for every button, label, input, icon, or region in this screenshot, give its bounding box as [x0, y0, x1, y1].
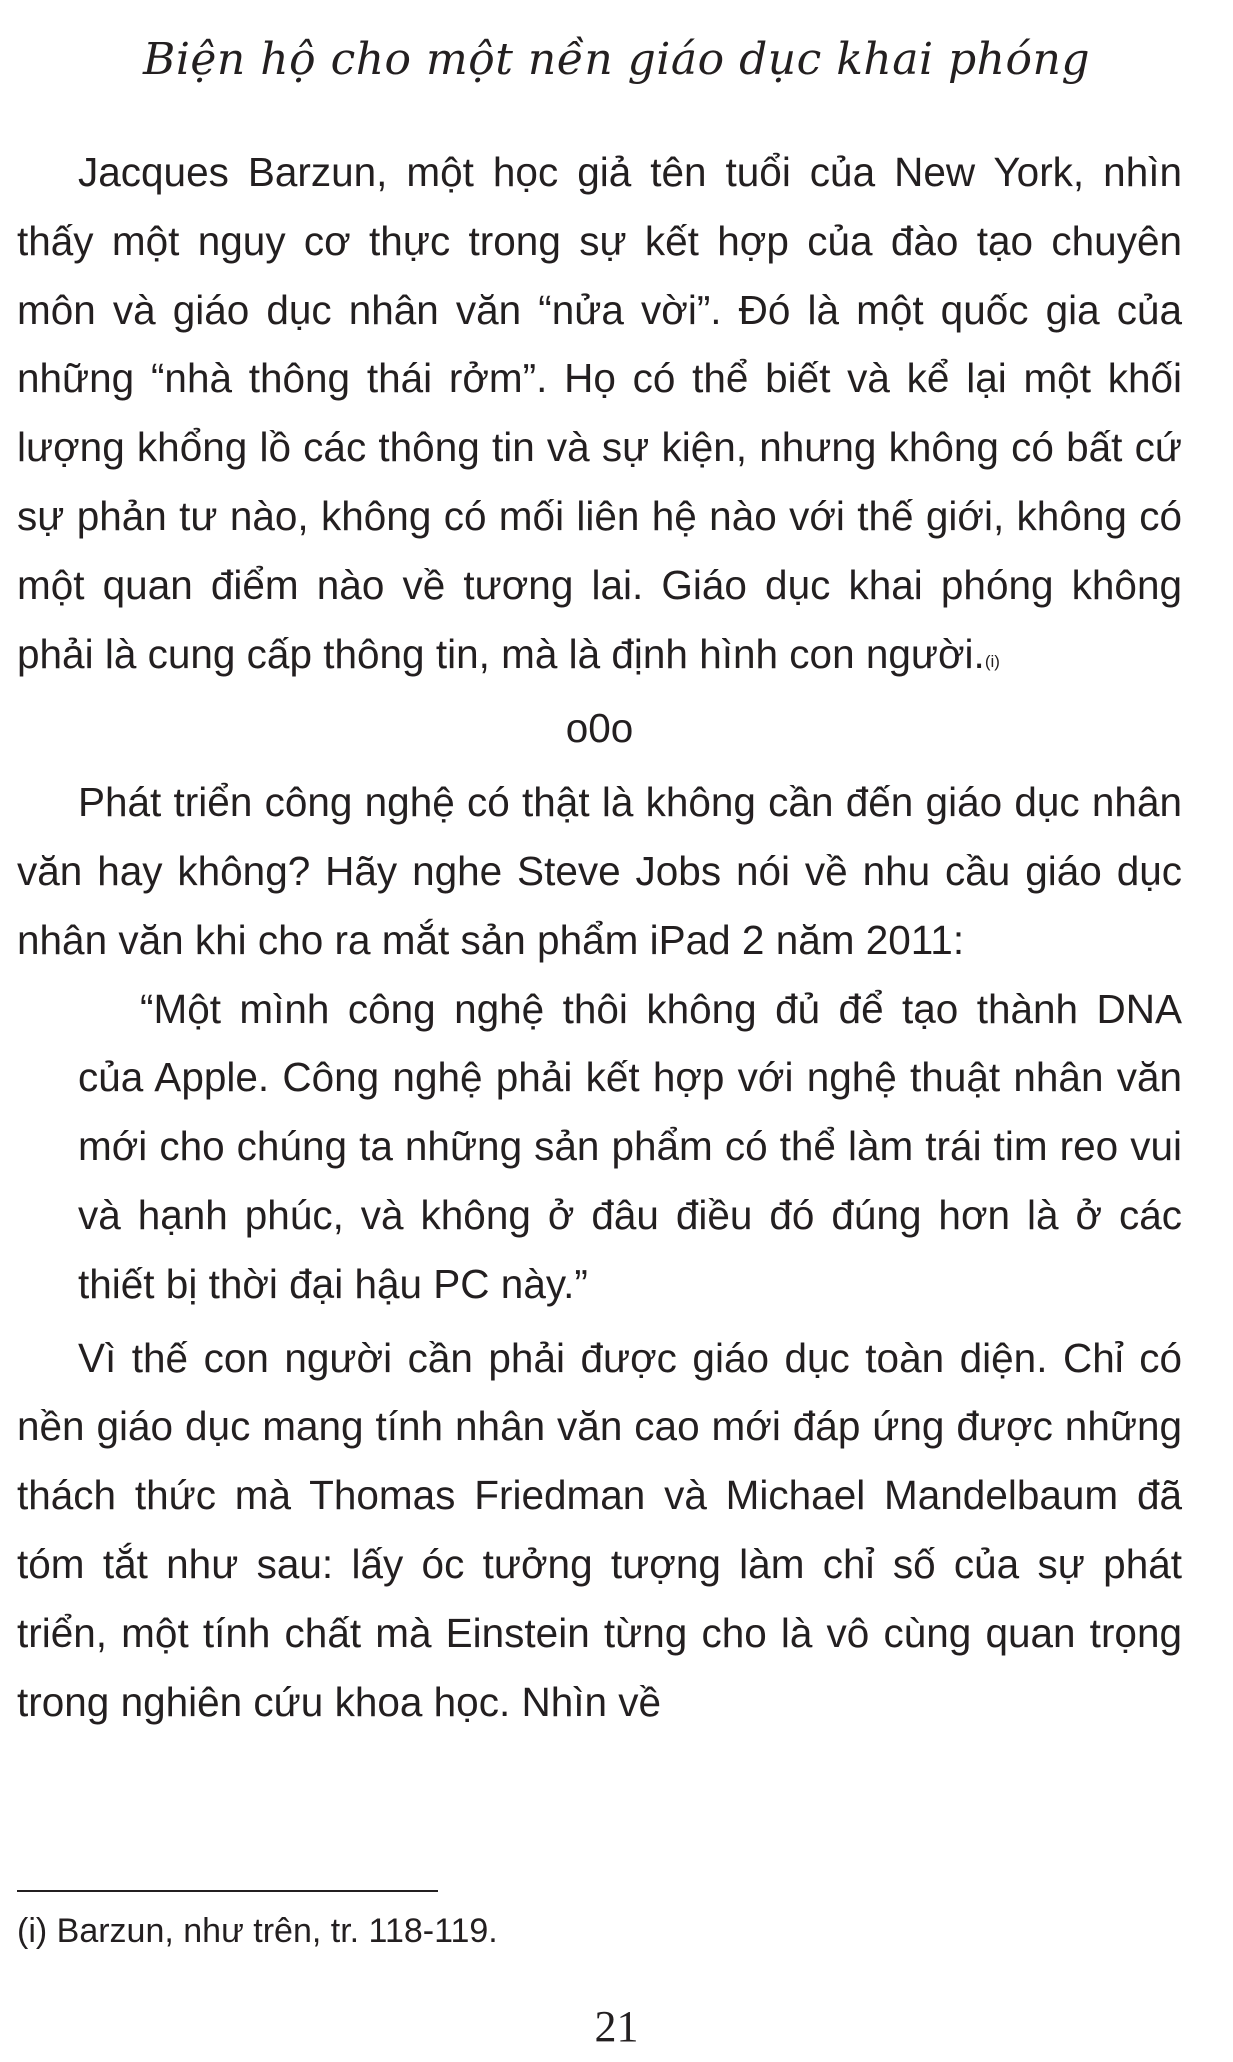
paragraph-steve-jobs: Phát triển công nghệ có thật là không cần đến giáo dục nhân văn hay không? Hãy nghe Steve Jobs nói về nhu cầu giáo dục nhân văn khi cho ra mắt sản phẩm iPad 2 năm 2011:: [17, 779, 1182, 963]
paragraph-holistic-education: Vì thế con người cần phải được giáo dục toàn diện. Chỉ có nền giáo dục mang tính nhân văn cao mới đáp ứng được những thách thức mà Thomas Friedman và Michael Mandelbaum đã tóm tắt như sau: lấy óc tưởng tượng làm chỉ số của sự phát triển, một tính chất mà Einstein từng cho là vô cùng quan trọng trong nghiên cứu khoa học. Nhìn về: [17, 1334, 1182, 1725]
section-separator: o0o: [565, 705, 634, 752]
footnote-divider: [17, 1890, 438, 1892]
paragraph-barzun-text: Jacques Barzun, một học giả tên tuổi của New York, nhìn thấy một nguy cơ thực trong sự kết hợp của đào tạo chuyên môn và giáo dục nhân văn “nửa vời”. Đó là một quốc gia của những “nhà thông thái rởm”. Họ có thể biết và kể lại một khối lượng khổng lồ các thông tin và sự kiện, nhưng không có bất cứ sự phản tư nào, không có mối liên hệ nào với thế giới, không có một quan điểm nào về tương lai. Giáo dục khai phóng không phải là cung cấp thông tin, mà là định hình con người.: [17, 149, 1182, 677]
footnote-marker: (i): [984, 651, 1000, 671]
page-number: 21: [594, 2002, 639, 2051]
block-quote: “Một mình công nghệ thôi không đủ để tạo thành DNA của Apple. Công nghệ phải kết hợp với nghệ thuật nhân văn mới cho chúng ta những sản phẩm có thể làm trái tim reo vui và hạnh phúc, và không ở đâu điều đó đúng hơn là ở các thiết bị thời đại hậu PC này.”: [78, 985, 1182, 1307]
body-text: [17, 138, 1182, 1736]
running-head: Biện hộ cho một nền giáo dục khai phóng: [142, 34, 1091, 85]
paragraph-barzun: [17, 138, 1182, 688]
footnote: (i) Barzun, như trên, tr. 118-119.: [17, 1912, 498, 1950]
